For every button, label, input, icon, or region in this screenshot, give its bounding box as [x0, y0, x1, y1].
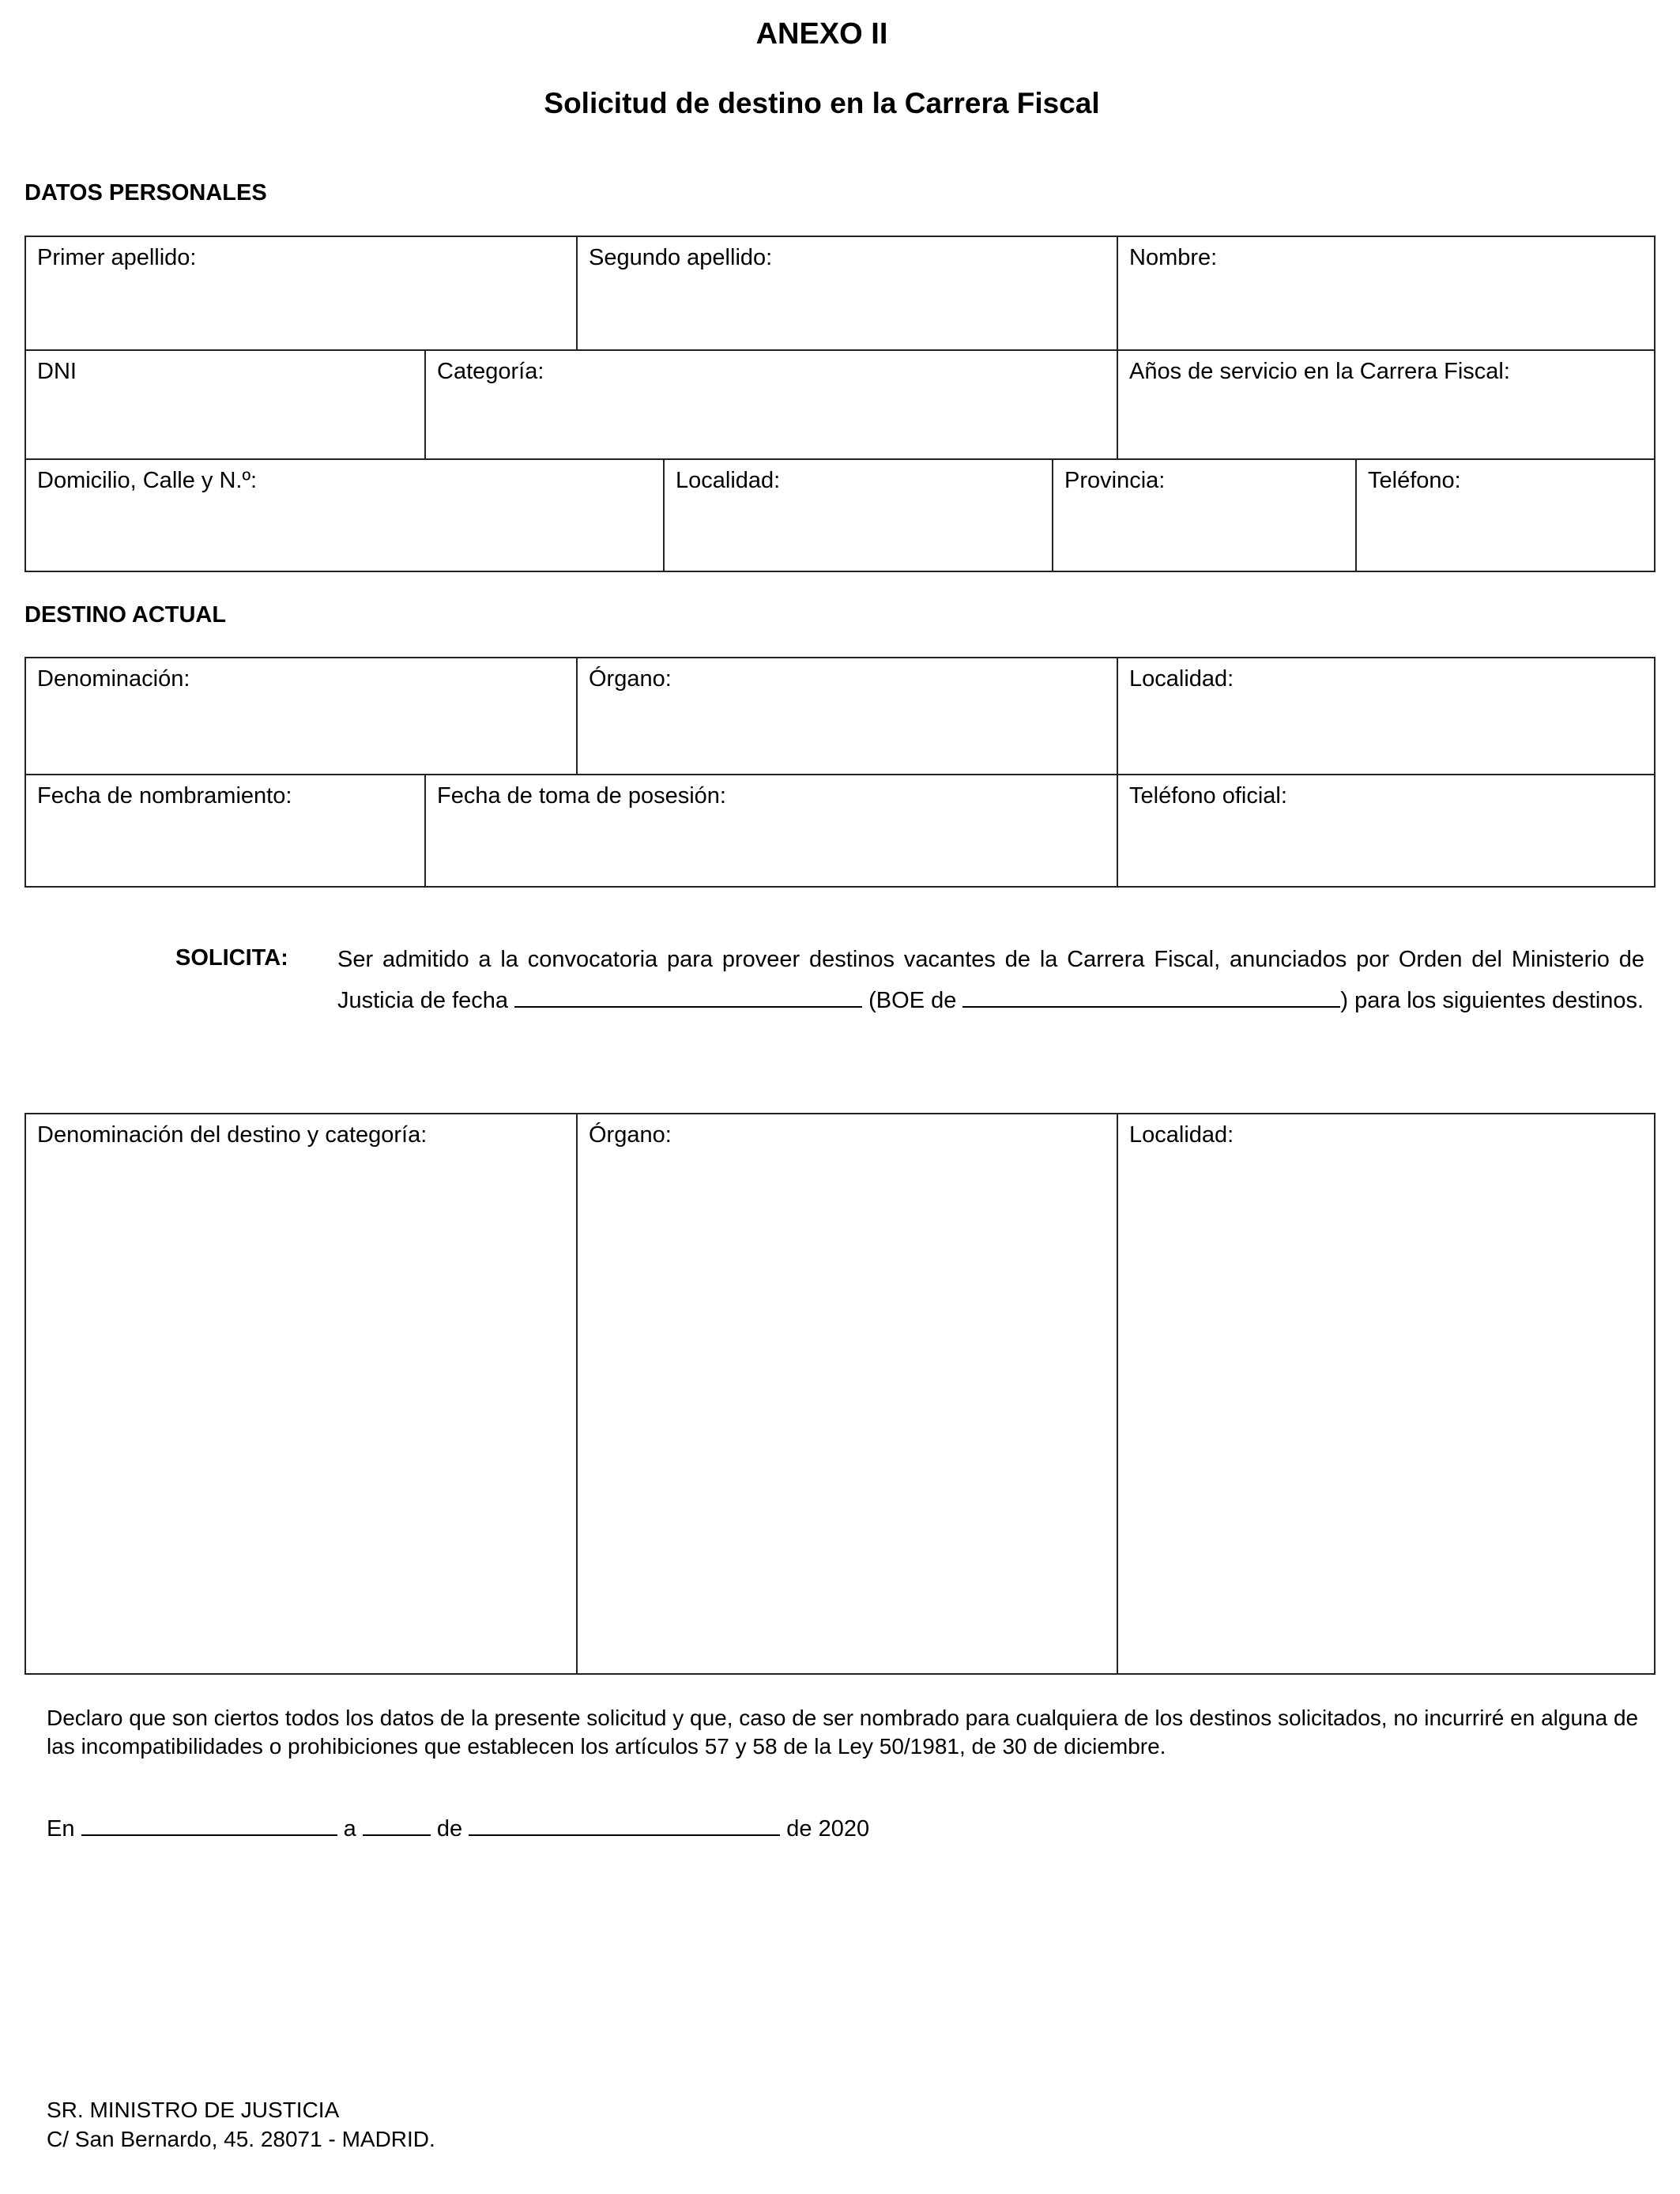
fecha-boe-blank[interactable]: [962, 986, 1340, 1008]
field-denominacion-destino[interactable]: [26, 1114, 578, 1673]
solicita-text: [337, 939, 1644, 1021]
lugar-blank[interactable]: [81, 1814, 337, 1836]
field-organo[interactable]: [578, 658, 1118, 775]
field-label: Localidad:: [676, 468, 781, 493]
field-dni[interactable]: [26, 351, 426, 460]
declaracion-text: Declaro que son ciertos todos los datos de la presente solicitud y que, caso de ser nombrado para cualquiera de los destinos solicitados, no incurriré en alguna de las incompatibilidades o prohibiciones que establecen los artículos 57 y 58 de la Ley 50/1981, de 30 de diciembre.: [47, 1706, 1639, 1759]
solicita-text-1: Ser admitido a la convocatoria para proveer destinos vacantes de la Carrera Fiscal, anunciados por Orden del Ministerio de Justicia de fecha: [337, 947, 1644, 1013]
field-label: Primer apellido:: [37, 245, 197, 270]
field-label: DNI: [37, 359, 77, 384]
field-label: Denominación del destino y categoría:: [37, 1122, 428, 1148]
firma-de-year: de 2020: [786, 1816, 870, 1842]
field-label: Teléfono oficial:: [1129, 783, 1287, 809]
field-label: Domicilio, Calle y N.º:: [37, 468, 258, 493]
datos-personales-table: [24, 236, 1656, 572]
field-localidad-solicitada[interactable]: [1118, 1114, 1654, 1673]
field-fecha-nombramiento[interactable]: [26, 775, 426, 886]
field-label: Localidad:: [1129, 666, 1234, 692]
firma-a: a: [343, 1816, 356, 1842]
field-localidad-destino[interactable]: [1118, 658, 1654, 775]
field-segundo-apellido[interactable]: [578, 237, 1118, 351]
dia-blank[interactable]: [363, 1814, 431, 1836]
field-label: Provincia:: [1064, 468, 1166, 493]
field-categoria[interactable]: [426, 351, 1118, 460]
mes-blank[interactable]: [469, 1814, 780, 1836]
solicita-label: SOLICITA:: [175, 945, 288, 971]
firma-en: En: [47, 1816, 75, 1842]
field-primer-apellido[interactable]: [26, 237, 578, 351]
footer-line-1: SR. MINISTRO DE JUSTICIA: [47, 2098, 340, 2122]
field-organo-destino[interactable]: [578, 1114, 1118, 1673]
firma-de: de: [436, 1816, 463, 1842]
field-label: Localidad:: [1129, 1122, 1234, 1148]
form-title: Solicitud de destino en la Carrera Fiscal: [544, 87, 1100, 119]
field-label: Nombre:: [1129, 245, 1218, 270]
field-label: Fecha de toma de posesión:: [437, 783, 726, 809]
field-label: Fecha de nombramiento:: [37, 783, 292, 809]
field-anos-servicio[interactable]: [1118, 351, 1654, 460]
annex-title: ANEXO II: [755, 17, 888, 51]
section-heading-datos-personales: DATOS PERSONALES: [24, 180, 267, 205]
footer-address: [47, 2095, 435, 2154]
footer-line-2: C/ San Bernardo, 45. 28071 - MADRID.: [47, 2127, 435, 2151]
field-label: Teléfono:: [1368, 468, 1461, 493]
field-localidad[interactable]: [665, 460, 1053, 571]
fecha-orden-blank[interactable]: [514, 986, 862, 1008]
solicita-text-2: (BOE de: [868, 988, 957, 1013]
field-label: Órgano:: [589, 1122, 672, 1148]
field-domicilio[interactable]: [26, 460, 665, 571]
destino-actual-table: [24, 657, 1656, 888]
field-telefono-oficial[interactable]: [1118, 775, 1654, 886]
field-telefono[interactable]: [1357, 460, 1654, 571]
field-nombre[interactable]: [1118, 237, 1654, 351]
field-fecha-posesion[interactable]: [426, 775, 1118, 886]
field-provincia[interactable]: [1053, 460, 1357, 571]
destinos-solicitados-table: [24, 1113, 1656, 1675]
field-denominacion[interactable]: [26, 658, 578, 775]
field-label: Categoría:: [437, 359, 544, 384]
firma-line: [47, 1814, 869, 1842]
solicita-text-3: ) para los siguientes destinos.: [1340, 988, 1644, 1013]
field-label: Segundo apellido:: [589, 245, 773, 270]
field-label: Años de servicio en la Carrera Fiscal:: [1129, 359, 1510, 384]
field-label: Denominación:: [37, 666, 190, 692]
field-label: Órgano:: [589, 666, 672, 692]
section-heading-destino-actual: DESTINO ACTUAL: [24, 602, 227, 628]
